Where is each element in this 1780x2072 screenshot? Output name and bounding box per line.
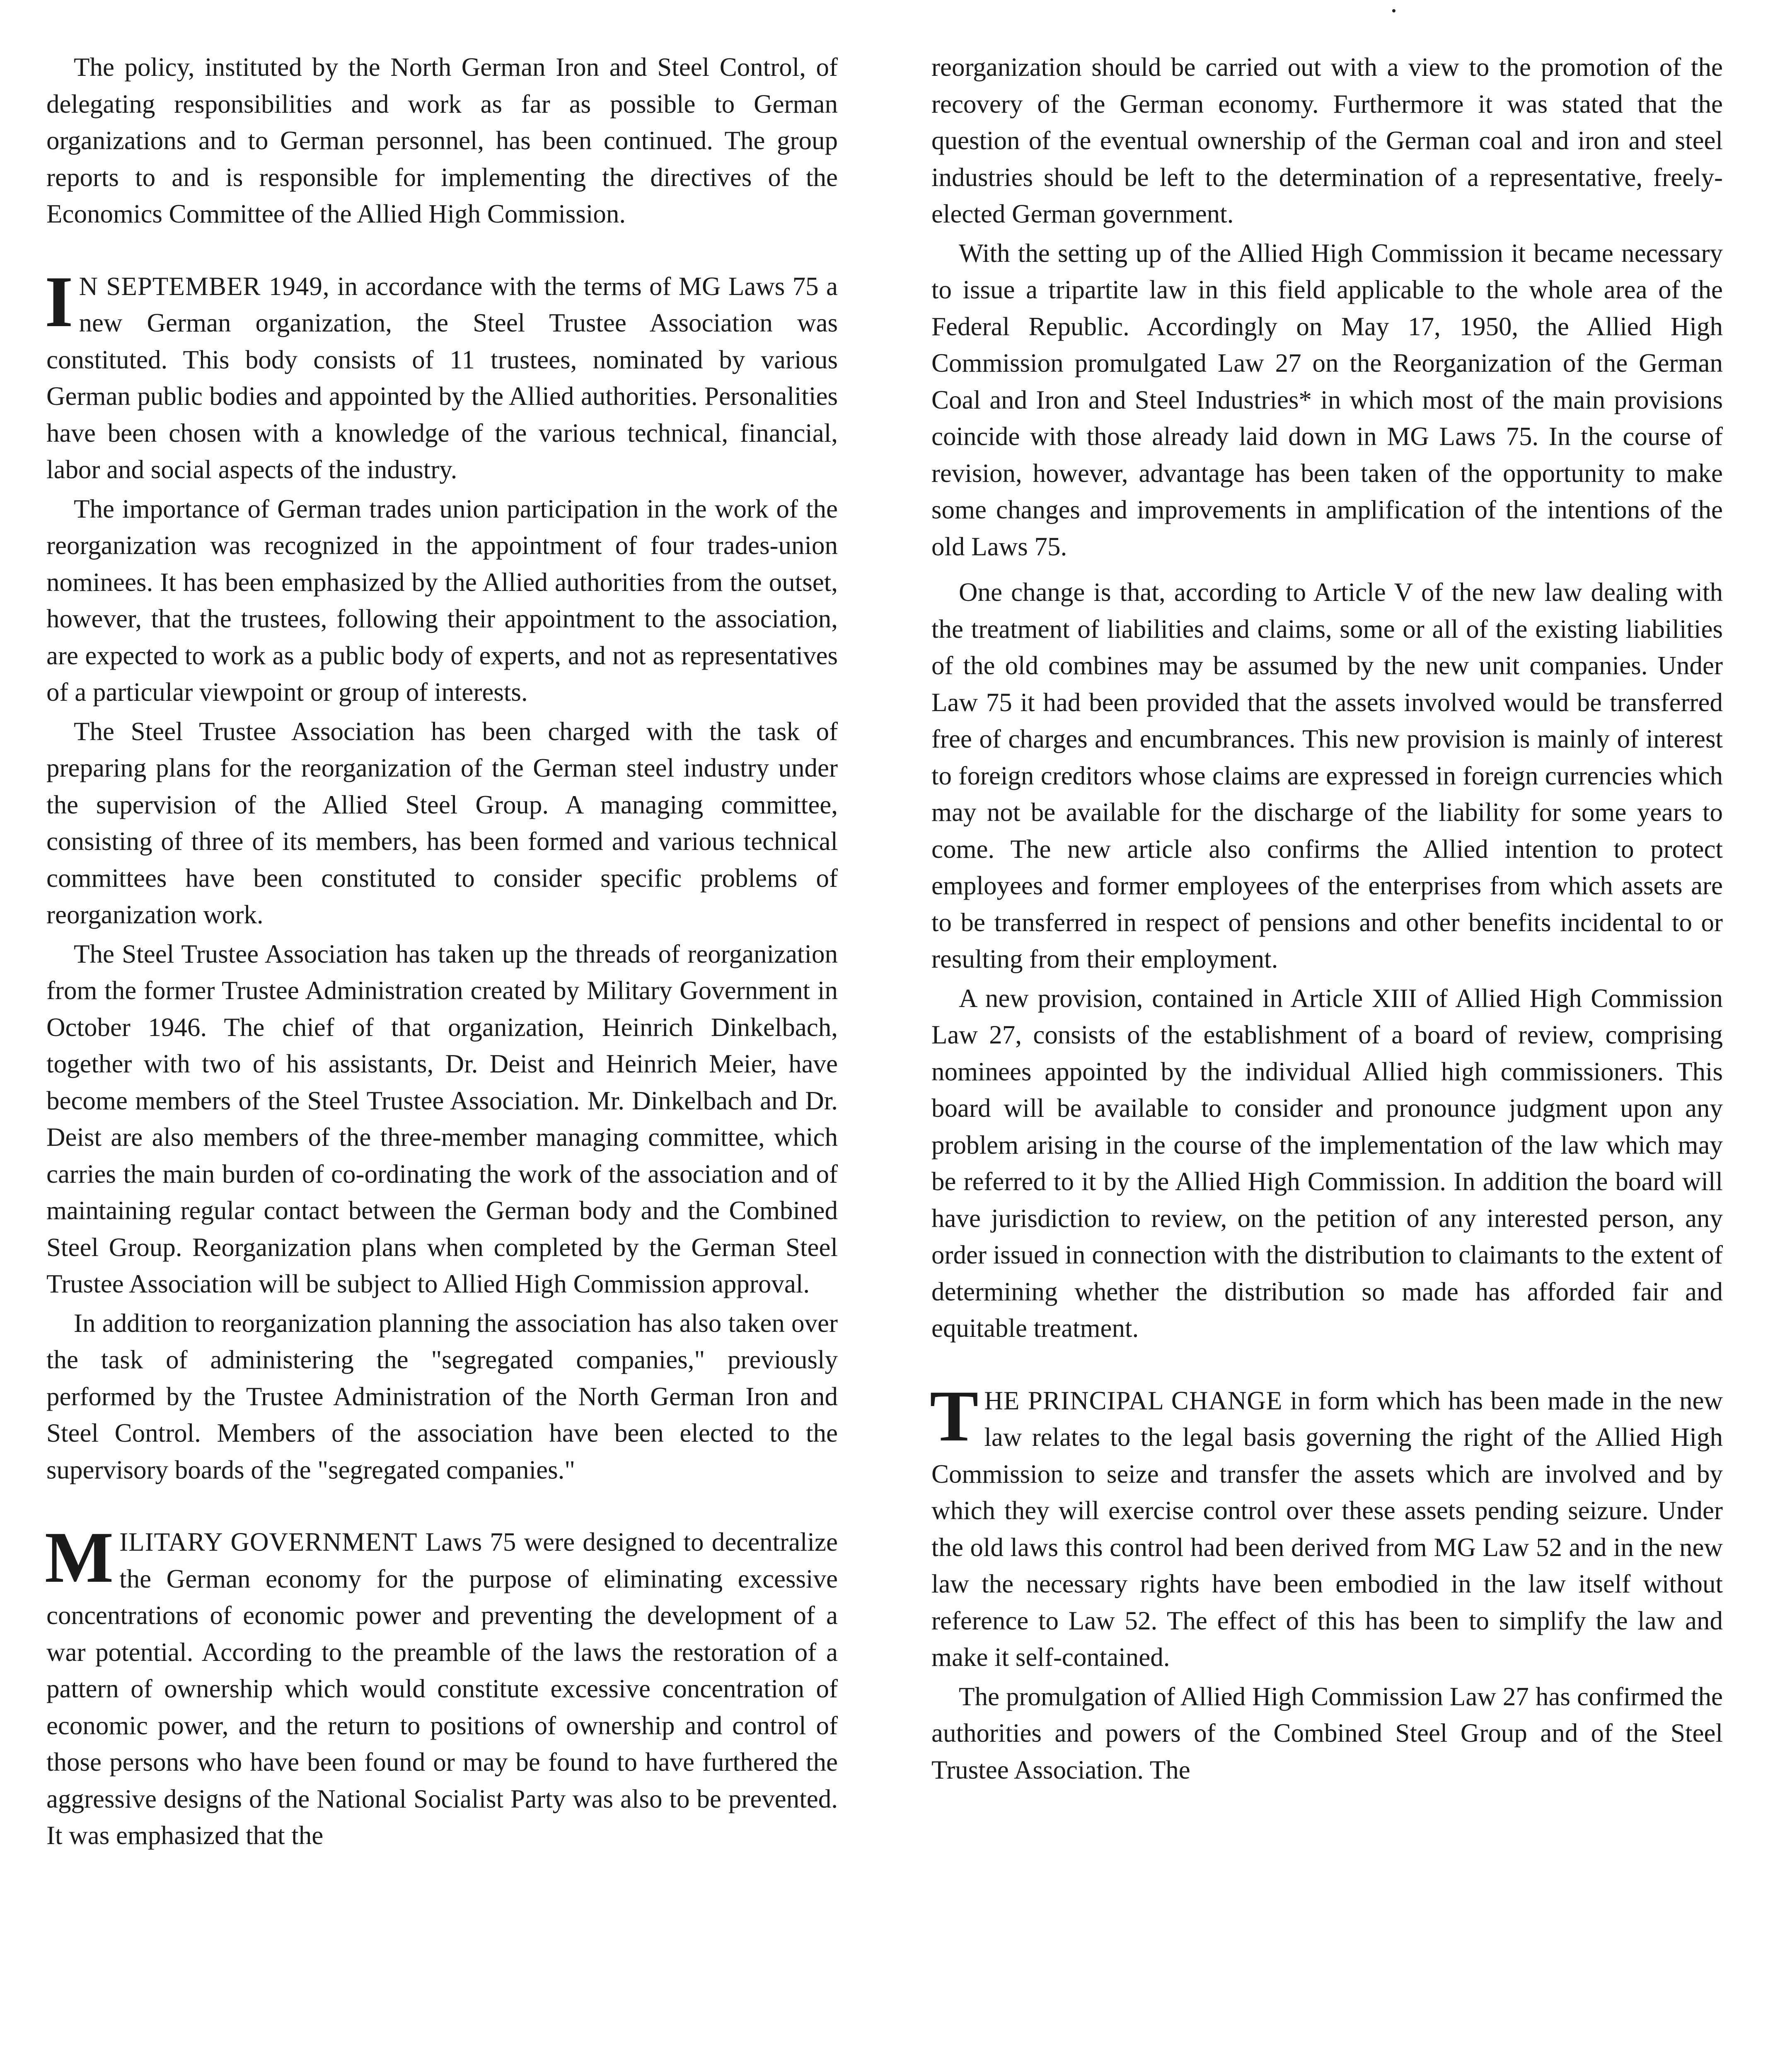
drop-cap: I	[45, 261, 73, 342]
left-column	[46, 49, 838, 1857]
paragraph-allied-high-commission: With the setting up of the Allied High Commission it became necessary to issue a tripartite law in this field applicable to the whole area of the Federal Republic. Accordingly on May 17, 1950, the Allied High Commission promulgated Law 27 on the Reorganization of the German Coal and Iron and Steel Industries* in which most of the main provisions coincide with those already laid down in MG Laws 75. In the course of revision, however, advantage has been taken of the opportunity to make some changes and improvements in amplification of the intentions of the old Laws 75.	[931, 238, 1723, 561]
paragraph-continuation: reorganization should be carried out with a view to the promotion of the recovery of the German economy. Furthermore it was stated that the question of the eventual ownership of the German coal and iron and steel industries should be left to the determination of a representative, freely-elected German government.	[931, 53, 1723, 228]
print-speck	[1392, 9, 1395, 12]
paragraph-reorganization-threads: The Steel Trustee Association has taken up the threads of reorganization from the former Trustee Administration created by Military Government in October 1946. The chief of that organization, Heinrich Dinkelbach, together with two of his assistants, Dr. Deist and Heinrich Meier, have become members of the Steel Trustee Association. Mr. Dinkelbach and Dr. Deist are also members of the three-member managing committee, which carries the main burden of co-ordinating the work of the association and of maintaining regular contact between the German body and the Combined Steel Group. Reorganization plans when completed by the German Steel Trustee Association will be subject to Allied High Commission approval.	[46, 939, 838, 1298]
section-paragraph-military-government	[45, 1517, 838, 1854]
section-text: in accordance with the terms of MG Laws 75 a new German organization, the Steel Trustee Association was constituted. This body consists of 11 trustees, nominated by various German public bodies and appointed by the Allied authorities. Personalities have been chosen with a knowledge of the various technical, financial, labor and social aspects of the industry.	[46, 271, 838, 484]
paragraph-article-v: One change is that, according to Article V of the new law dealing with the treatment of liabilities and claims, some or all of the existing liabilities of the old combines may be assumed by the new unit companies. Under Law 75 it had been provided that the assets involved would be transferred free of charges and encumbrances. This new provision is mainly of interest to foreign creditors whose claims are expressed in foreign currencies which may not be available for the discharge of the liability for some years to come. The new article also confirms the Allied intention to protect employees and former employees of the enterprises from which assets are to be transferred in respect of pensions and other benefits incidental to or resulting from their employment.	[931, 578, 1723, 973]
section-lead: ILITARY GOVERNMENT	[119, 1527, 418, 1556]
section-lead: HE PRINCIPAL CHANGE	[984, 1386, 1283, 1415]
drop-cap: T	[930, 1375, 979, 1457]
section-paragraph-september-1949	[45, 261, 838, 488]
paragraph-article-xiii: A new provision, contained in Article XIII of Allied High Commission Law 27, consists of the establishment of a board of review, comprising nominees appointed by the individual Allied high commissioners. This board will be available to consider and pronounce judgment upon any problem arising in the course of the implementation of the law which may be referred to it by the Allied High Commission. In addition the board will have jurisdiction to review, on the petition of any interested person, any order issued in connection with the distribution to claimants to the extent of determining whether the distribution so made has afforded fair and equitable treatment.	[931, 983, 1723, 1343]
section-paragraph-principal-change	[930, 1375, 1723, 1676]
right-column	[931, 49, 1723, 1791]
paragraph-promulgation: The promulgation of Allied High Commission Law 27 has confirmed the authorities and powers of the Combined Steel Group and of the Steel Trustee Association. The	[931, 1682, 1723, 1784]
section-lead: N SEPTEMBER 1949,	[79, 271, 330, 301]
intro-paragraph: The policy, instituted by the North German Iron and Steel Control, of delegating responsibilities and work as far as possible to German organizations and to German personnel, has been continued. The group reports to and is responsible for implementing the directives of the Economics Committee of the Allied High Commission.	[46, 53, 838, 228]
paragraph-segregated-companies: In addition to reorganization planning the association has also taken over the task of administering the "segregated companies," previously performed by the Trustee Administration of the North German Iron and Steel Control. Members of the association have been elected to the supervisory boards of the "segregated companies."	[46, 1308, 838, 1484]
section-text: in form which has been made in the new law relates to the legal basis governing the right of the Allied High Commission to seize and transfer the assets which are involved and by which they will exercise control over these assets pending seizure. Under the old laws this control had been derived from MG Law 52 and in the new law the necessary rights have been embodied in the law itself without reference to Law 52. The effect of this has been to simplify the law and make it self-contained.	[931, 1386, 1723, 1672]
paragraph-steel-trustee-task: The Steel Trustee Association has been charged with the task of preparing plans for the reorganization of the German steel industry under the supervision of the Allied Steel Group. A managing committee, consisting of three of its members, has been formed and various technical committees have been constituted to consider specific problems of reorganization work.	[46, 716, 838, 929]
section-text: Laws 75 were designed to decentralize the German economy for the purpose of eliminating excessive concentrations of economic power and preventing the development of a war potential. According to the preamble of the laws the restoration of a pattern of ownership which would constitute excessive concentration of economic power, and the return to positions of ownership and control of those persons who have been found or may be found to have furthered the aggressive designs of the National Socialist Party was also to be prevented. It was emphasized that the	[46, 1527, 838, 1850]
drop-cap: M	[45, 1517, 114, 1598]
paragraph-trades-union: The importance of German trades union participation in the work of the reorganization was recognized in the appointment of four trades-union nominees. It has been emphasized by the Allied authorities from the outset, however, that the trustees, following their appointment to the association, are expected to work as a public body of experts, and not as representatives of a particular viewpoint or group of interests.	[46, 494, 838, 707]
